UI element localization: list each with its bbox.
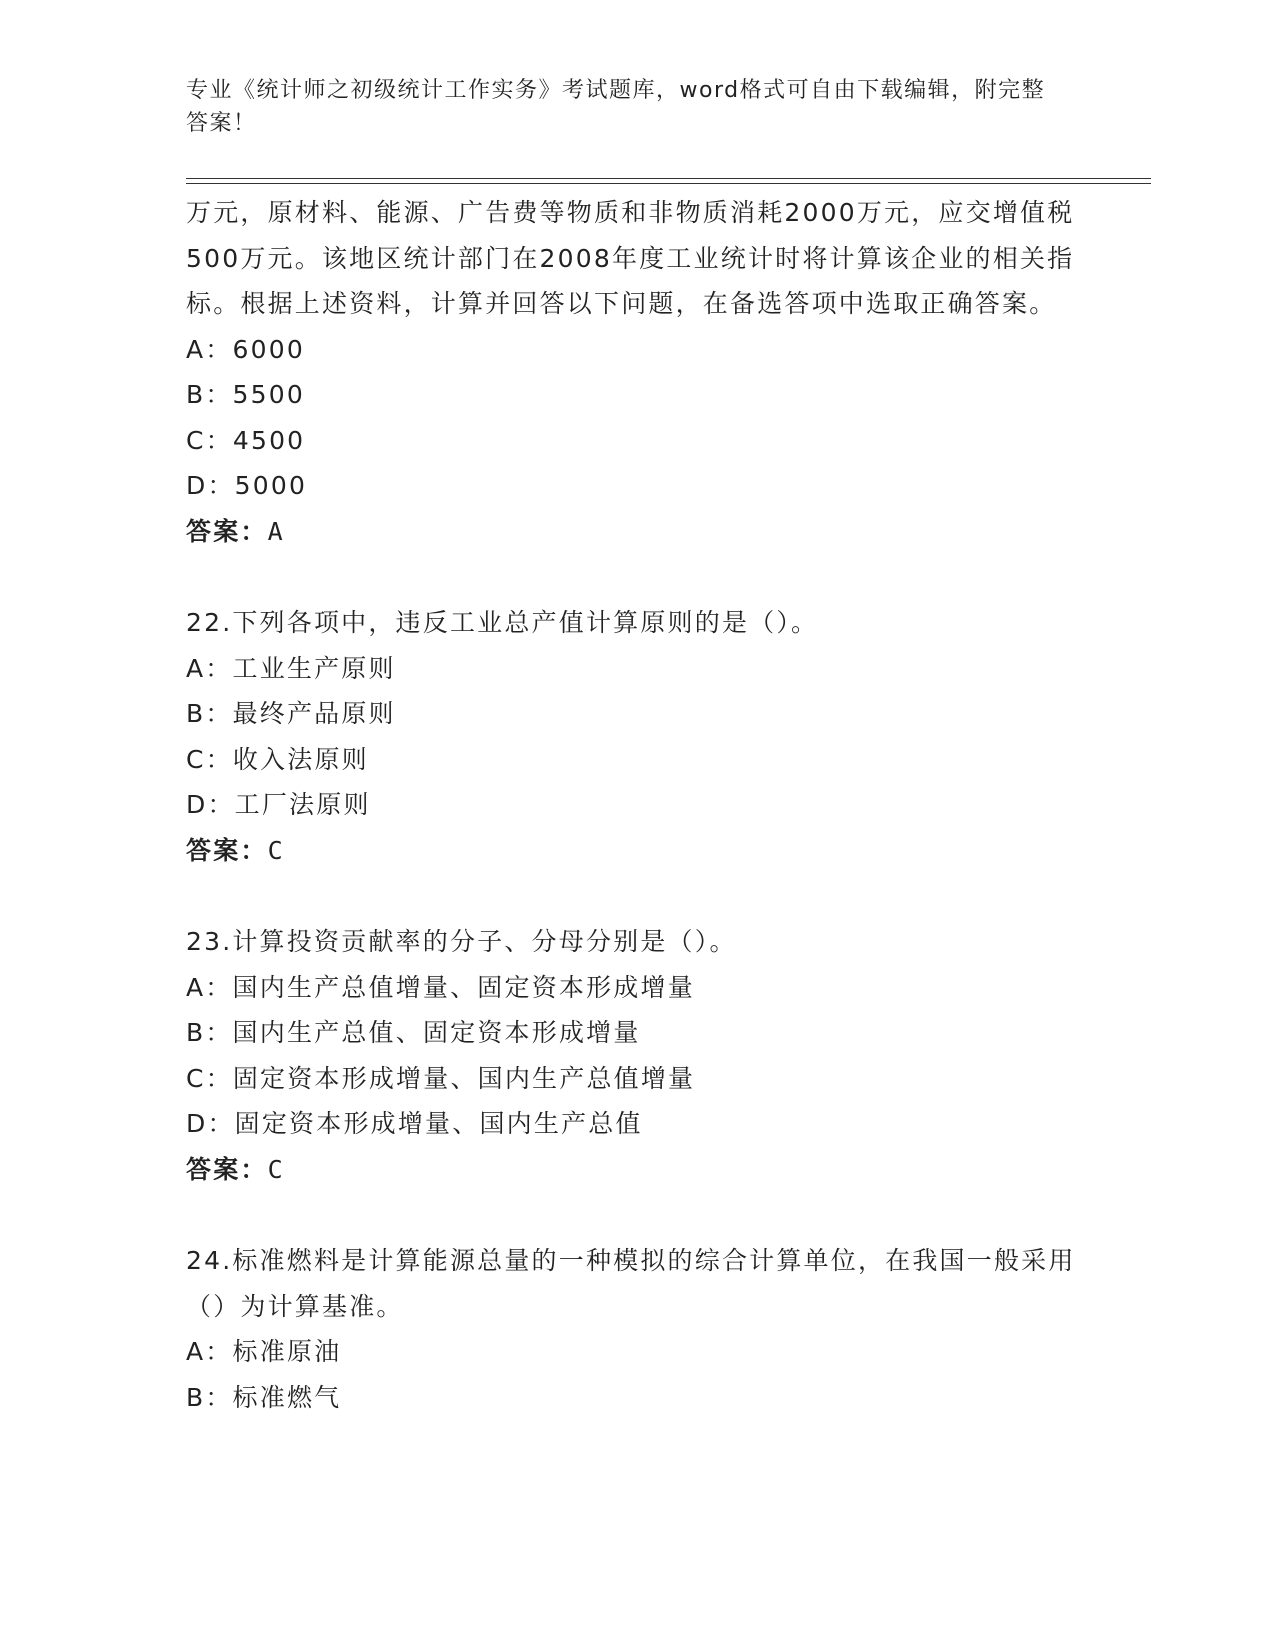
option-a: A：工业生产原则 (186, 653, 396, 683)
page-header: 专业《统计师之初级统计工作实务》考试题库，word格式可自由下载编辑，附完整答案！ (186, 78, 1046, 136)
option-a: A：6000 (186, 334, 305, 364)
answer-value: C (267, 1154, 285, 1184)
option-b: B：国内生产总值、固定资本形成增量 (186, 1018, 641, 1047)
question-22 (186, 600, 1086, 873)
header-divider-bottom (186, 183, 1151, 184)
question-text: 24.标准燃料是计算能源总量的一种模拟的综合计算单位，在我国一般采用（）为计算基准。 (186, 1246, 1076, 1321)
spacer (186, 873, 1086, 919)
answer-label: 答案： (186, 516, 268, 546)
answer-line (186, 1147, 1086, 1193)
answer-line (186, 828, 1086, 874)
answer-label: 答案： (186, 1154, 268, 1184)
option-a: A：国内生产总值增量、固定资本形成增量 (186, 972, 695, 1002)
answer-line (186, 509, 1086, 555)
option-a: A：标准原油 (186, 1337, 342, 1366)
option-d: D：工厂法原则 (186, 790, 371, 819)
question-text: 23.计算投资贡献率的分子、分母分别是（）。 (186, 927, 737, 956)
option-b: B：标准燃气 (186, 1382, 342, 1412)
answer-value: C (267, 835, 285, 865)
answer-value: A (267, 516, 285, 546)
option-d: D：固定资本形成增量、国内生产总值 (186, 1109, 643, 1138)
header-divider-top (186, 178, 1151, 179)
option-c: C：固定资本形成增量、国内生产总值增量 (186, 1063, 696, 1093)
question-text: 22.下列各项中，违反工业总产值计算原则的是（）。 (186, 608, 819, 637)
spacer (186, 1192, 1086, 1238)
question-text: 万元，原材料、能源、广告费等物质和非物质消耗2000万元，应交增值税500万元。该地区统计部门在2008年度工业统计时将计算该企业的相关指标。根据上述资料，计算并回答以下问题，在备选答项中选取正确答案。 (186, 198, 1075, 318)
option-c: C：收入法原则 (186, 744, 369, 774)
option-c: C：4500 (186, 425, 306, 455)
question-24 (186, 1238, 1086, 1420)
question-21-continuation (186, 190, 1086, 554)
question-23 (186, 919, 1086, 1192)
option-b: B：5500 (186, 380, 305, 409)
spacer (186, 554, 1086, 600)
option-d: D：5000 (186, 471, 308, 500)
document-body (186, 190, 1086, 1420)
answer-label: 答案： (186, 835, 268, 865)
option-b: B：最终产品原则 (186, 699, 396, 728)
